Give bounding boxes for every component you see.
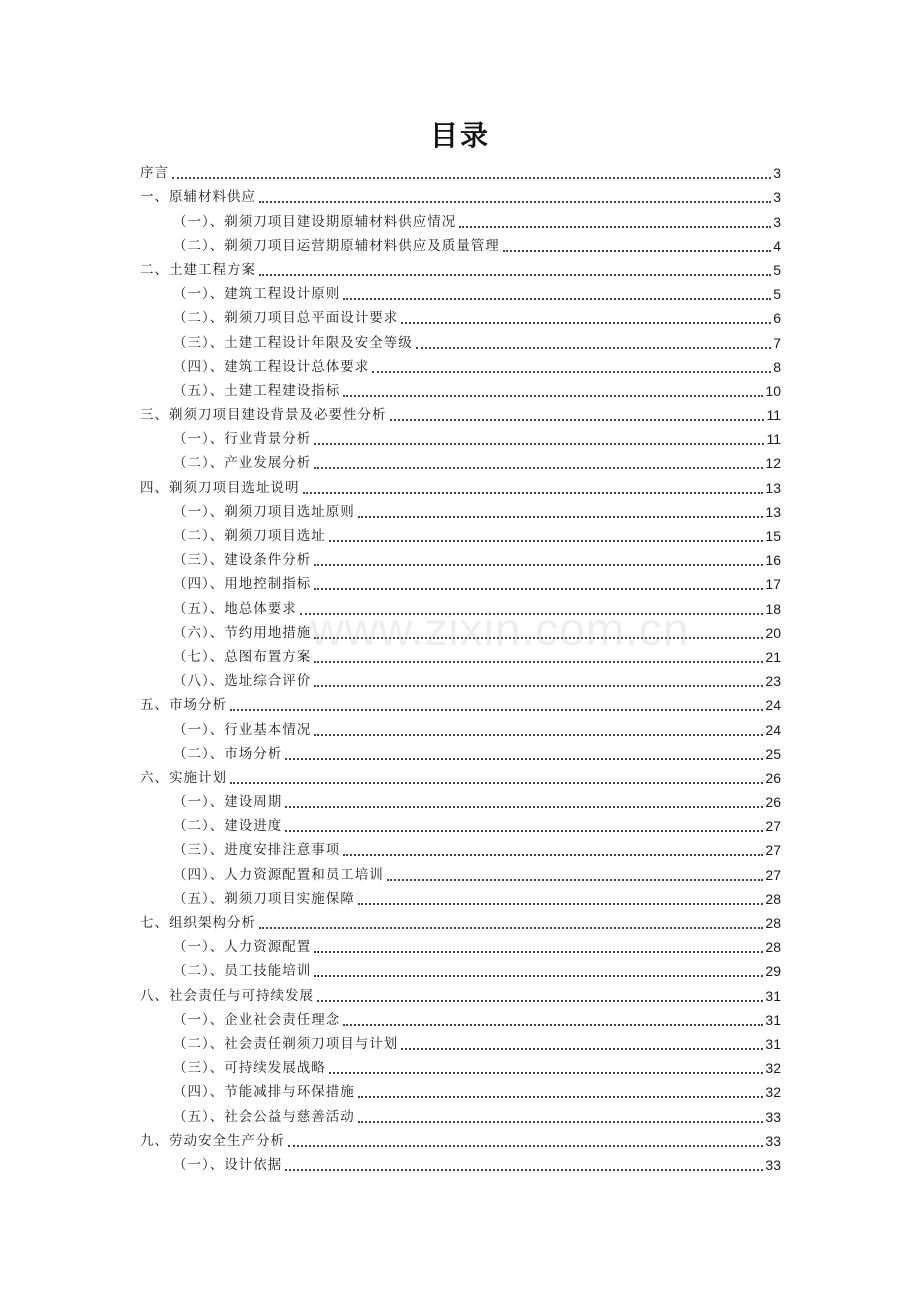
toc-page-number: 28 [765,915,781,931]
toc-dot-leader [343,298,771,300]
toc-dot-leader [259,274,771,276]
toc-subentry[interactable] [140,1079,781,1103]
toc-entry[interactable] [140,692,781,716]
toc-dot-leader [259,201,771,203]
toc-entry-label: （一）、建设周期 [173,794,283,811]
toc-page-number: 28 [765,890,781,907]
toc-subentry[interactable] [140,1007,781,1031]
toc-entry[interactable] [140,474,781,498]
toc-dot-leader [401,322,771,324]
toc-page-number: 6 [773,310,781,327]
toc-dot-leader [358,903,764,905]
toc-page-number: 13 [765,503,781,520]
toc-entry-label: （一）、剃须刀项目建设期原辅材料供应情况 [173,213,457,230]
toc-dot-leader [314,564,763,566]
toc-page-number: 26 [765,769,781,786]
toc-dot-leader [285,806,763,808]
toc-entry-label: （一）、人力资源配置 [173,939,312,956]
toc-entry-label: （六）、节约用地措施 [173,624,312,641]
toc-dot-leader [390,419,765,421]
toc-subentry[interactable] [140,329,781,353]
toc-page-number: 16 [765,552,781,569]
toc-page-number: 27 [765,818,781,835]
toc-page-number: 11 [766,407,781,424]
toc-entry-label: （五）、剃须刀项目实施保障 [173,890,355,907]
toc-subentry[interactable] [140,741,781,765]
toc-dot-leader [314,685,763,687]
toc-dot-leader [343,854,763,856]
toc-entry-label: 九、劳动安全生产分析 [140,1132,285,1149]
toc-dot-leader [230,782,763,784]
toc-page-number: 26 [765,794,781,811]
toc-page-number: 33 [765,1156,781,1173]
toc-dot-leader [300,613,764,615]
toc-page-number: 10 [765,382,781,399]
toc-dot-leader [329,1072,764,1074]
toc-dot-leader [416,347,771,349]
toc-subentry[interactable] [140,789,781,813]
toc-entry-label: 一、原辅材料供应 [140,189,256,206]
toc-subentry[interactable] [140,595,781,619]
toc-entry-label: （七）、总图布置方案 [173,648,312,665]
toc-dot-leader [314,588,763,590]
toc-page-number: 25 [765,745,781,762]
toc-subentry[interactable] [140,1031,781,1055]
toc-page-number: 31 [765,1035,781,1052]
toc-page-number: 32 [765,1060,781,1077]
toc-entry[interactable] [140,160,781,184]
toc-subentry[interactable] [140,208,781,232]
toc-entry-label: 五、市场分析 [140,697,227,714]
toc-entry[interactable] [140,402,781,426]
toc-page-number: 15 [765,528,781,544]
toc-subentry[interactable] [140,716,781,740]
toc-dot-leader [358,1096,764,1098]
toc-entry-label: （一）、行业背景分析 [173,431,312,448]
toc-entry-label: （五）、土建工程建设指标 [173,382,341,399]
toc-dot-leader [329,540,764,542]
toc-entry-label: （八）、选址综合评价 [173,673,312,690]
toc-page-number: 3 [773,165,781,182]
toc-subentry[interactable] [140,378,781,402]
toc-entry-label: （二）、剃须刀项目运营期原辅材料供应及质量管理 [173,237,500,254]
toc-subentry[interactable] [140,837,781,861]
toc-page-number: 32 [765,1084,781,1101]
toc-entry-label: 七、组织架构分析 [140,915,256,931]
toc-entry[interactable] [140,257,781,281]
toc-subentry[interactable] [140,620,781,644]
toc-dot-leader [230,709,763,711]
toc-subentry[interactable] [140,354,781,378]
toc-subentry[interactable] [140,571,781,595]
toc-dot-leader [285,758,763,760]
toc-entry-label: （二）、员工技能培训 [173,963,312,980]
toc-entry[interactable] [140,184,781,208]
toc-page-number: 31 [765,987,781,1004]
toc-entry-label: （二）、剃须刀项目选址 [173,528,326,544]
toc-page-number: 8 [773,358,781,375]
toc-entry-label: （一）、建筑工程设计原则 [173,286,341,303]
toc-page-number: 7 [773,334,781,351]
toc-entry-label: 序言 [140,165,169,182]
toc-dot-leader [314,443,764,445]
toc-entry-label: （四）、人力资源配置和员工培训 [173,866,384,883]
toc-entry-label: （三）、进度安排注意事项 [173,842,341,859]
toc-dot-leader [288,1145,763,1147]
toc-dot-leader [401,1048,763,1050]
toc-entry-label: （一）、企业社会责任理念 [173,1011,341,1028]
toc-dot-leader [459,226,771,228]
toc-entry-label: （一）、行业基本情况 [173,721,312,738]
toc-entry-label: （二）、剃须刀项目总平面设计要求 [173,310,399,327]
toc-page-number: 27 [765,842,781,859]
toc-entry-label: （三）、建设条件分析 [173,552,312,569]
toc-dot-leader [285,830,763,832]
toc-dot-leader [503,250,771,252]
toc-page-number: 3 [773,189,781,206]
toc-dot-leader [358,1121,764,1123]
watermark-text: www.zixin.com.cn [310,603,690,655]
toc-subentry[interactable] [140,233,781,257]
toc-subentry[interactable] [140,886,781,910]
toc-entry-label: 二、土建工程方案 [140,261,256,278]
toc-entry[interactable] [140,765,781,789]
toc-dot-leader [343,1024,763,1026]
toc-subentry[interactable] [140,934,781,958]
toc-page-number: 33 [765,1108,781,1125]
toc-dot-leader [314,467,763,469]
toc-entry-label: 三、剃须刀项目建设背景及必要性分析 [140,407,387,424]
toc-page-number: 3 [773,213,781,230]
toc-dot-leader [314,661,763,663]
toc-entry-label: （四）、节能减排与环保措施 [173,1084,355,1101]
toc-subentry[interactable] [140,547,781,571]
toc-page-number: 13 [765,479,781,496]
toc-subentry[interactable] [140,668,781,692]
toc-dot-leader [285,1169,763,1171]
toc-subentry[interactable] [140,523,781,547]
toc-entry-label: （二）、社会责任剃须刀项目与计划 [173,1035,399,1052]
toc-subentry[interactable] [140,813,781,837]
toc-subentry[interactable] [140,1103,781,1127]
toc-entry-label: （二）、建设进度 [173,818,283,835]
toc-entry[interactable] [140,910,781,934]
toc-subentry[interactable] [140,958,781,982]
toc-page-number: 23 [765,673,781,690]
toc-list [140,160,781,1176]
toc-entry[interactable] [140,982,781,1006]
toc-entry-label: （三）、可持续发展战略 [173,1060,326,1077]
toc-entry-label: （一）、设计依据 [173,1156,283,1173]
toc-subentry[interactable] [140,499,781,523]
toc-subentry[interactable] [140,1152,781,1176]
toc-entry-label: 六、实施计划 [140,769,227,786]
toc-entry-label: （二）、市场分析 [173,745,283,762]
toc-page-number: 5 [773,286,781,303]
toc-entry-label: 八、社会责任与可持续发展 [140,987,314,1004]
toc-dot-leader [358,516,764,518]
toc-page-number: 4 [773,237,781,254]
toc-dot-leader [259,927,763,929]
toc-entry-label: （五）、社会公益与慈善活动 [173,1108,355,1125]
toc-page-number: 11 [766,431,781,448]
toc-page-number: 27 [765,866,781,883]
toc-entry-label: 四、剃须刀项目选址说明 [140,479,300,496]
toc-subentry[interactable] [140,1055,781,1079]
toc-dot-leader [317,1000,763,1002]
toc-page-number: 17 [765,576,781,593]
toc-page-number: 24 [765,721,781,738]
toc-dot-leader [314,951,763,953]
toc-dot-leader [372,371,771,373]
toc-entry-label: （一）、剃须刀项目选址原则 [173,503,355,520]
toc-subentry[interactable] [140,426,781,450]
toc-entry[interactable] [140,1128,781,1152]
toc-dot-leader [314,975,763,977]
toc-page-number: 28 [765,939,781,956]
toc-entry-label: （二）、产业发展分析 [173,455,312,472]
toc-page-number: 12 [765,455,781,472]
toc-subentry[interactable] [140,281,781,305]
toc-page-number: 29 [765,963,781,980]
toc-page-number: 24 [765,697,781,714]
toc-entry-label: （五）、地总体要求 [173,600,297,617]
toc-dot-leader [303,492,764,494]
toc-subentry[interactable] [140,644,781,668]
toc-entry-label: （四）、建筑工程设计总体要求 [173,358,370,375]
toc-dot-leader [314,637,763,639]
toc-dot-leader [314,734,763,736]
toc-page-number: 20 [765,624,781,641]
toc-dot-leader [172,177,771,179]
toc-subentry[interactable] [140,450,781,474]
toc-dot-leader [343,395,763,397]
toc-page-number: 18 [765,600,781,617]
toc-page-number: 33 [765,1132,781,1149]
toc-page-number: 21 [765,648,781,665]
toc-subentry[interactable] [140,861,781,885]
toc-entry-label: （四）、用地控制指标 [173,576,312,593]
toc-dot-leader [387,879,764,881]
toc-page-number: 5 [773,261,781,278]
toc-subentry[interactable] [140,305,781,329]
toc-page-number: 31 [765,1011,781,1028]
toc-title: 目录 [429,119,490,152]
toc-entry-label: （三）、土建工程设计年限及安全等级 [173,334,413,351]
